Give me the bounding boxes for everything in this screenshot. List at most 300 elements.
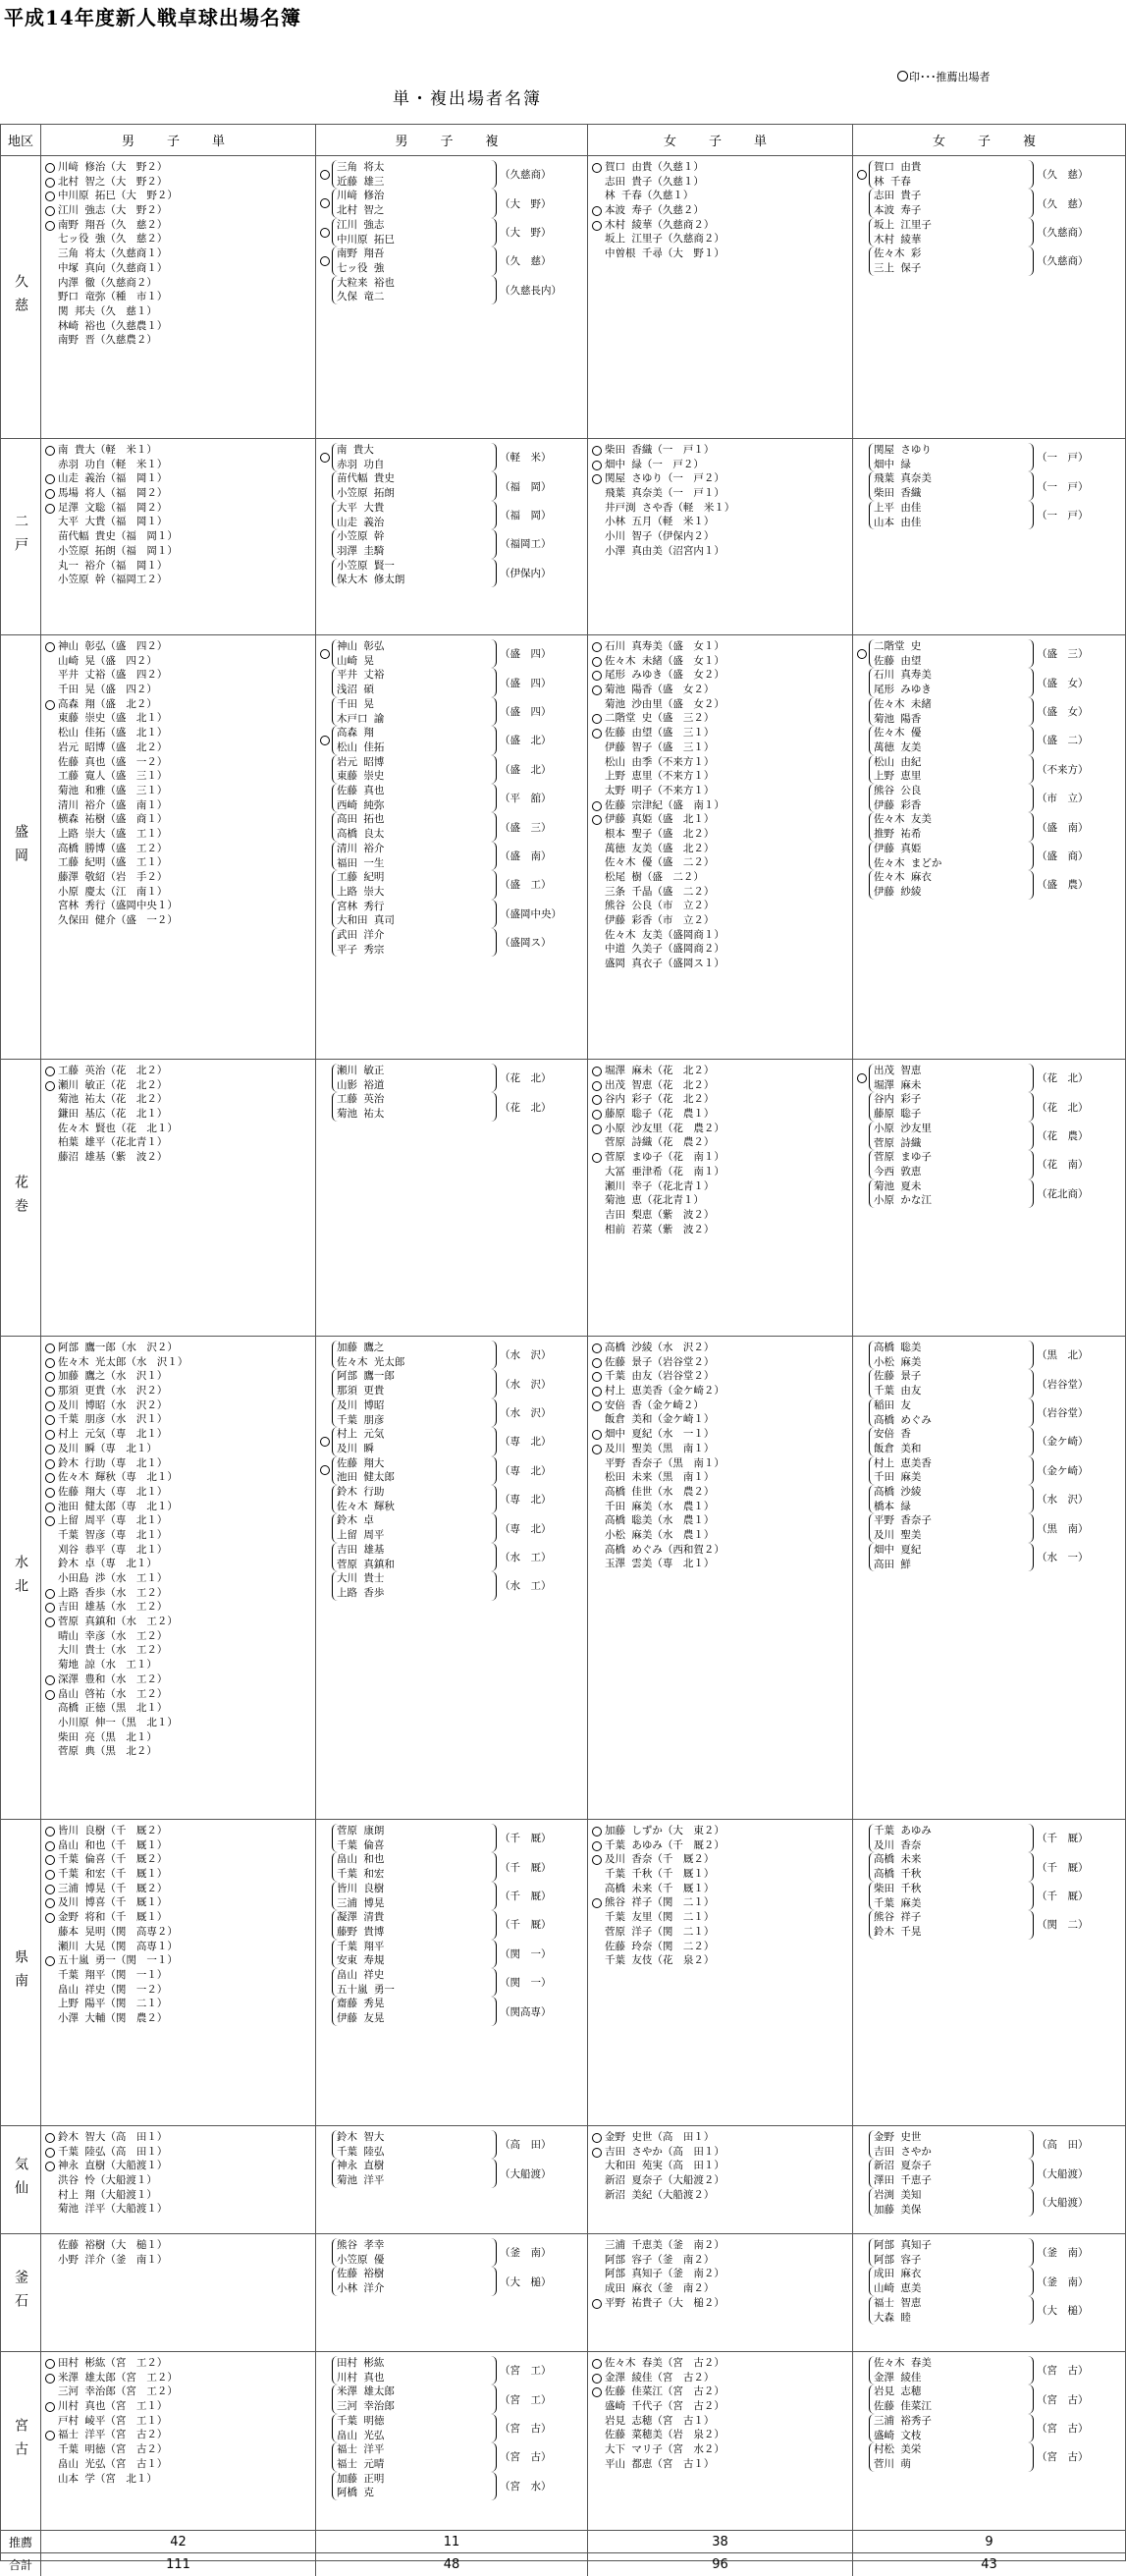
pair-player: 菊池 陽香 [874, 712, 922, 725]
pair-player: 柴田 千秋 [874, 1882, 922, 1894]
pair-names [869, 471, 1034, 500]
seed-mark [592, 2130, 605, 2145]
pair-school: （水 沢） [500, 1378, 552, 1391]
pair-player: 西崎 純弥 [337, 798, 385, 811]
seed-mark [45, 1078, 58, 1093]
pair-player: 大和田 真司 [337, 914, 395, 927]
seed-mark [45, 2414, 58, 2429]
seed-circle-icon [45, 1603, 55, 1613]
pair-player: 橋本 緑 [874, 1500, 911, 1512]
pair-school: （高 田） [500, 2139, 552, 2152]
pair-player: 川村 真也 [337, 2371, 385, 2384]
player-entry: 野口 竜弥（種 市１） [58, 291, 168, 303]
seed-mark [592, 1543, 605, 1558]
pair-player: 畠山 祥史 [337, 1969, 385, 1982]
seed-circle-icon [592, 801, 602, 811]
player-entry: 佐藤 景子（岩谷堂２） [605, 1355, 715, 1368]
legend-text: 印･･･推薦出場者 [909, 71, 991, 83]
roster-cell [316, 439, 588, 635]
seed-mark [45, 1730, 58, 1745]
pair-player: 高田 拓也 [337, 813, 385, 826]
player-row [45, 639, 315, 654]
singles-list [41, 1820, 315, 2026]
roster-cell [316, 1060, 588, 1337]
player-row [45, 471, 315, 486]
singles-list [41, 2352, 315, 2486]
seed-mark [592, 1135, 605, 1150]
pair-player: 高橋 良太 [337, 828, 385, 841]
pair-school: （大 槌） [500, 2275, 552, 2288]
pair-player: 萬徳 友美 [874, 740, 922, 753]
player-entry: 江川 強志（大 野２） [58, 204, 168, 217]
seed-mark [592, 1369, 605, 1384]
pair-school: （市 立） [1037, 793, 1089, 805]
seed-mark [592, 1150, 605, 1165]
player-row [592, 2253, 852, 2268]
player-row [592, 2267, 852, 2281]
player-entry: 吉田 梨恵（紫 波２） [605, 1208, 715, 1221]
pair-player: 菅原 康朗 [337, 1825, 385, 1836]
pair-names [332, 2384, 497, 2413]
player-row [45, 1824, 315, 1838]
player-entry: 神永 直樹（大船渡１） [58, 2160, 168, 2172]
pair-player: 加藤 美保 [874, 2203, 922, 2216]
player-entry: 高橋 勝博（盛 工２） [58, 842, 168, 854]
player-row [45, 683, 315, 697]
pair-player: 千葉 和宏 [337, 1868, 385, 1881]
seed-mark [45, 333, 58, 348]
seed-mark [45, 1412, 58, 1427]
player-entry: 深澤 豊和（水 工２） [58, 1672, 168, 1685]
pair-school: （花 北） [1037, 1072, 1089, 1085]
roster-cell [41, 635, 316, 1060]
player-entry: 千葉 和宏（千 厩１） [58, 1868, 168, 1881]
player-entry: 池田 健太郎（専 北１） [58, 1500, 178, 1512]
seed-circle-icon [592, 1898, 602, 1908]
seed-mark [45, 1953, 58, 1968]
player-entry: 松山 由季（不来方１） [605, 755, 715, 768]
suisen-count: 38 [588, 2531, 853, 2553]
player-entry: 及川 香奈（千 厩２） [605, 1853, 715, 1866]
player-row [592, 928, 852, 943]
roster-cell [316, 635, 588, 1060]
player-entry: 田村 彬紘（宮 工２） [58, 2357, 168, 2369]
pair-names [332, 1341, 497, 1369]
player-entry: 高橋 未来（千 厩１） [605, 1882, 715, 1894]
player-entry: 小野 洋介（釜 南１） [58, 2253, 168, 2266]
player-row [592, 1500, 852, 1514]
player-row [45, 1586, 315, 1601]
pair-player: 小笠原 拓朗 [337, 487, 395, 500]
pair-player: 山崎 晃 [337, 654, 374, 667]
seed-mark [45, 1895, 58, 1910]
player-entry: 佐々木 優（盛 二２） [605, 856, 715, 869]
pair-names [869, 1513, 1034, 1542]
seed-mark [592, 1398, 605, 1413]
seed-mark [45, 683, 58, 697]
roster-cell [853, 156, 1125, 439]
seed-circle-icon [592, 714, 602, 724]
player-row [45, 1571, 315, 1586]
pair-player: 瀬川 敏正 [337, 1065, 385, 1076]
header-cell: 男 子 複 [316, 125, 588, 156]
player-entry: 千葉 陸弘（高 田１） [58, 2145, 168, 2158]
pair-player: 小林 洋介 [337, 2282, 385, 2295]
player-entry: 平井 丈裕（盛 四２） [58, 669, 168, 682]
pair-player: 高森 翔 [337, 727, 374, 740]
pair-names [869, 501, 1034, 529]
pair-player: 東藤 崇史 [337, 770, 385, 783]
player-entry: 松田 未来（黒 南１） [605, 1471, 715, 1484]
seed-mark [45, 1643, 58, 1658]
player-entry: 畠山 光弘（宮 古１） [58, 2457, 168, 2470]
player-entry: 馬場 将人（福 岡２） [58, 487, 168, 500]
seed-mark [592, 2188, 605, 2203]
pair-names [869, 2267, 1034, 2295]
seed-circle-icon [592, 642, 602, 652]
seed-mark [45, 1586, 58, 1601]
player-entry: 佐々木 未緒（盛 女１） [605, 654, 724, 667]
player-entry: 佐々木 賢也（花 北１） [58, 1122, 178, 1134]
pair-names [869, 247, 1034, 275]
seed-circle-icon [592, 446, 602, 456]
pair-school: （千 厩） [500, 1891, 552, 1903]
seed-circle-icon [45, 1081, 55, 1091]
seed-mark [592, 1557, 605, 1571]
pair-school: （金ケ崎） [1037, 1436, 1089, 1449]
pair-player: 木村 綾華 [874, 233, 922, 246]
pair-player: 清川 裕介 [337, 842, 385, 854]
seed-mark [45, 2238, 58, 2253]
seed-circle-icon [45, 1617, 55, 1627]
pair-player: 大平 大貴 [337, 501, 385, 514]
player-row [45, 1629, 315, 1644]
pair-names [869, 1852, 1034, 1881]
roster-cell [853, 635, 1125, 1060]
player-row [592, 639, 852, 654]
seed-mark [592, 515, 605, 529]
seed-mark [45, 1925, 58, 1940]
seed-circle-icon [857, 649, 867, 659]
pair-school: （一 戸） [1037, 452, 1089, 465]
player-row [592, 711, 852, 726]
player-row [592, 1557, 852, 1571]
seed-mark [45, 1867, 58, 1882]
player-row [592, 1208, 852, 1223]
player-entry: 上路 崇大（盛 工１） [58, 827, 168, 840]
roster-cell [316, 156, 588, 439]
doubles-list [853, 439, 1125, 529]
pair-player: 近藤 雄三 [337, 175, 385, 188]
player-entry: 阿部 真知子（釜 南２） [605, 2268, 724, 2280]
player-entry: 高橋 正徳（黒 北１） [58, 1702, 168, 1715]
pair-school: （宮 古） [500, 2451, 552, 2464]
seed-mark [592, 1528, 605, 1543]
seed-mark [45, 160, 58, 175]
pair-names [332, 639, 497, 668]
pair-names [869, 1179, 1034, 1208]
pair-player: 阿部 鷹一郎 [337, 1370, 395, 1383]
singles-list [588, 1337, 852, 1571]
pair-names [332, 1940, 497, 1968]
player-row [45, 798, 315, 813]
pair-player: 高橋 未来 [874, 1853, 922, 1866]
pair-player: 米澤 雄太郎 [337, 2385, 395, 2398]
player-entry: 高橋 めぐみ（西和賀２） [605, 1543, 724, 1556]
pair-player: 安東 寿規 [337, 1954, 385, 1967]
pair-names [869, 1882, 1034, 1910]
pair-player: 関屋 さゆり [874, 444, 932, 456]
player-entry: 南野 翔吾（久 慈２） [58, 218, 168, 231]
player-row [592, 2457, 852, 2472]
player-row [592, 1543, 852, 1558]
roster-cell [316, 2352, 588, 2531]
player-row [45, 486, 315, 501]
player-row [45, 247, 315, 261]
pair-player: 吉田 さやか [874, 2145, 932, 2158]
pair-names [332, 1882, 497, 1910]
pair-names [332, 1092, 497, 1121]
seed-circle-icon [45, 1473, 55, 1483]
pair-school: （関高専） [500, 2005, 552, 2018]
seed-circle-icon [320, 228, 330, 238]
pair-player: 飛葉 真奈美 [874, 472, 932, 485]
seed-circle-icon [45, 1870, 55, 1880]
seed-mark [45, 1341, 58, 1355]
pair-names [332, 870, 497, 899]
player-entry: 三浦 博晃（千 厩２） [58, 1882, 168, 1894]
roster-cell [588, 635, 853, 1060]
pair-player: 山本 由佳 [874, 516, 922, 528]
pair-school: （盛 南） [1037, 821, 1089, 834]
player-entry: 鈴木 智大（高 田１） [58, 2131, 168, 2143]
player-row [592, 1223, 852, 1237]
seed-mark [592, 2442, 605, 2457]
seed-mark [45, 189, 58, 203]
pair-school: （宮 工） [500, 2365, 552, 2378]
player-entry: 菊池 祐太（花 北２） [58, 1093, 168, 1106]
pair-player: 菊池 洋平 [337, 2174, 385, 2187]
pair-names [869, 2356, 1034, 2384]
pair-player: 千葉 あゆみ [874, 1825, 932, 1836]
player-entry: 鈴木 卓（専 北１） [58, 1558, 157, 1570]
player-row [45, 1953, 315, 1968]
pair-names [869, 2442, 1034, 2471]
player-row [592, 2399, 852, 2414]
player-entry: 阿部 容子（釜 南２） [605, 2253, 715, 2266]
seed-mark [592, 1355, 605, 1370]
player-row [45, 1412, 315, 1427]
player-row [45, 1744, 315, 1759]
pair-names [332, 928, 497, 957]
seed-mark [592, 203, 605, 218]
roster-cell [588, 2234, 853, 2352]
seed-mark [592, 1412, 605, 1427]
player-row [45, 2399, 315, 2414]
player-row [45, 726, 315, 740]
pair-player: 鈴木 千晃 [874, 1925, 922, 1938]
player-row [45, 2428, 315, 2442]
seed-mark [592, 683, 605, 697]
player-row [592, 827, 852, 842]
player-entry: 菅原 まゆ子（花 南１） [605, 1151, 724, 1164]
player-row [45, 654, 315, 669]
pair-player: 三角 将太 [337, 161, 385, 173]
player-entry: 藤原 聡子（花 農１） [605, 1108, 715, 1121]
player-entry: 瀬川 大晃（関 高専１） [58, 1940, 178, 1952]
pair-player: 伊藤 友晃 [337, 2012, 385, 2025]
seed-mark [320, 1462, 332, 1478]
pair-player: 佐々木 優 [874, 727, 922, 740]
suisen-label: 推薦 [1, 2531, 41, 2553]
player-row [45, 1600, 315, 1615]
player-entry: 横森 祐樹（盛 商１） [58, 813, 168, 826]
player-entry: 千葉 由友（岩谷堂２） [605, 1370, 715, 1383]
player-row [45, 304, 315, 319]
seed-circle-icon [45, 1387, 55, 1397]
pair-player: 本波 寿子 [874, 204, 922, 217]
player-row [592, 2371, 852, 2385]
player-entry: 相前 若菜（紫 波２） [605, 1223, 715, 1235]
player-entry: 木村 綾華（久慈商２） [605, 218, 715, 231]
seed-mark [592, 798, 605, 813]
pair-player: 村松 美栄 [874, 2443, 922, 2456]
player-entry: 堀澤 麻未（花 北２） [605, 1065, 715, 1076]
pair-names [869, 784, 1034, 812]
seed-mark [592, 1940, 605, 1954]
seed-mark [45, 755, 58, 770]
pair-school: （専 北） [500, 1436, 552, 1449]
player-entry: 石川 真寿美（盛 女１） [605, 640, 724, 652]
player-row [592, 1824, 852, 1838]
doubles-list [853, 2126, 1125, 2217]
pair-school: （大 野） [500, 227, 552, 240]
pair-school: （水 工） [500, 1552, 552, 1564]
seed-circle-icon [592, 685, 602, 695]
seed-mark [45, 1838, 58, 1853]
player-row [592, 2428, 852, 2442]
player-row [45, 1528, 315, 1543]
seed-circle-icon [592, 657, 602, 667]
player-row [45, 855, 315, 870]
player-entry: 小澤 大輔（関 農２） [58, 2011, 168, 2024]
roster-cell [588, 1337, 853, 1820]
seed-mark [45, 1940, 58, 1954]
pair-player: 宮林 秀行 [337, 900, 385, 912]
pair-school: （宮 水） [500, 2480, 552, 2493]
seed-circle-icon [592, 1081, 602, 1091]
pair-player: 高橋 聡美 [874, 1342, 922, 1353]
header-cell: 女 子 複 [853, 125, 1125, 156]
seed-mark [592, 529, 605, 544]
player-row [592, 1107, 852, 1122]
player-row [45, 443, 315, 458]
pair-player: 田村 彬紘 [337, 2357, 385, 2369]
player-row [45, 559, 315, 574]
singles-list [41, 1337, 315, 1759]
seed-mark [45, 1543, 58, 1558]
pair-names [332, 1064, 497, 1092]
seed-circle-icon [592, 1430, 602, 1440]
pair-player: 凝澤 清貴 [337, 1911, 385, 1924]
player-entry: 宮林 秀行（盛岡中央１） [58, 900, 178, 912]
page-title: 平成14年度新人戦卓球出場名簿 [4, 6, 301, 29]
player-row [45, 740, 315, 755]
pair-school: （専 北） [500, 1464, 552, 1477]
seed-mark [45, 784, 58, 798]
seed-mark [592, 2281, 605, 2296]
seed-circle-icon [45, 1488, 55, 1498]
player-row [592, 1867, 852, 1882]
player-entry: 安倍 香（金ケ崎２） [605, 1398, 704, 1411]
seed-mark [592, 218, 605, 233]
seed-mark [592, 639, 605, 654]
player-row [592, 1384, 852, 1398]
pair-names [332, 529, 497, 558]
region-name: 二戸 [1, 439, 41, 635]
player-entry: 菊地 諒（水 工１） [58, 1659, 157, 1672]
player-row [592, 1953, 852, 1968]
seed-mark [592, 1953, 605, 1968]
pair-player: 平野 香奈子 [874, 1514, 932, 1527]
pair-player: 藤野 貴博 [337, 1925, 385, 1938]
player-entry: 中曽根 千尋（大 野１） [605, 247, 724, 260]
player-row [592, 1135, 852, 1150]
pair-player: 三浦 裕秀子 [874, 2414, 932, 2427]
doubles-list [316, 1060, 587, 1122]
pair-player: 佐々木 光太郎 [337, 1355, 405, 1368]
player-row [592, 769, 852, 784]
player-entry: 高橋 沙綾（水 沢２） [605, 1342, 715, 1353]
pair-player: 神山 彰弘 [337, 640, 385, 652]
player-row [45, 1341, 315, 1355]
player-entry: 新沼 夏奈子（大船渡２） [605, 2174, 724, 2187]
pair-school: （盛 女） [1037, 706, 1089, 719]
seed-mark [592, 544, 605, 559]
pair-names [332, 1398, 497, 1427]
roster-cell [41, 2126, 316, 2234]
player-row [592, 683, 852, 697]
player-entry: 千葉 翔平（関 一１） [58, 1968, 168, 1981]
pair-names [869, 2414, 1034, 2442]
pair-player: 伊藤 真姫 [874, 842, 922, 854]
seed-circle-icon [45, 163, 55, 173]
roster-cell [853, 2352, 1125, 2531]
pair-names [332, 559, 497, 587]
seed-circle-icon [592, 2387, 602, 2397]
player-entry: 吉田 さやか（高 田１） [605, 2145, 724, 2158]
pair-school: （盛 農） [1037, 879, 1089, 892]
seed-circle-icon [45, 1067, 55, 1076]
seed-mark [592, 1442, 605, 1456]
seed-mark [592, 486, 605, 501]
seed-circle-icon [592, 1095, 602, 1105]
singles-list [41, 635, 315, 928]
singles-list [588, 1060, 852, 1236]
player-entry: 足澤 文聡（福 岡２） [58, 501, 168, 514]
player-row [592, 885, 852, 900]
seed-mark [592, 1500, 605, 1514]
roster-cell [588, 156, 853, 439]
pair-school: （久 慈） [500, 255, 552, 268]
pair-player: 金野 史世 [874, 2131, 922, 2143]
singles-list [588, 439, 852, 559]
seed-mark [45, 842, 58, 856]
player-entry: 大和田 苑実（高 田１） [605, 2160, 724, 2172]
player-row [45, 2130, 315, 2145]
pair-player: 賀口 由貴 [874, 161, 922, 173]
seed-circle-icon [45, 1885, 55, 1894]
